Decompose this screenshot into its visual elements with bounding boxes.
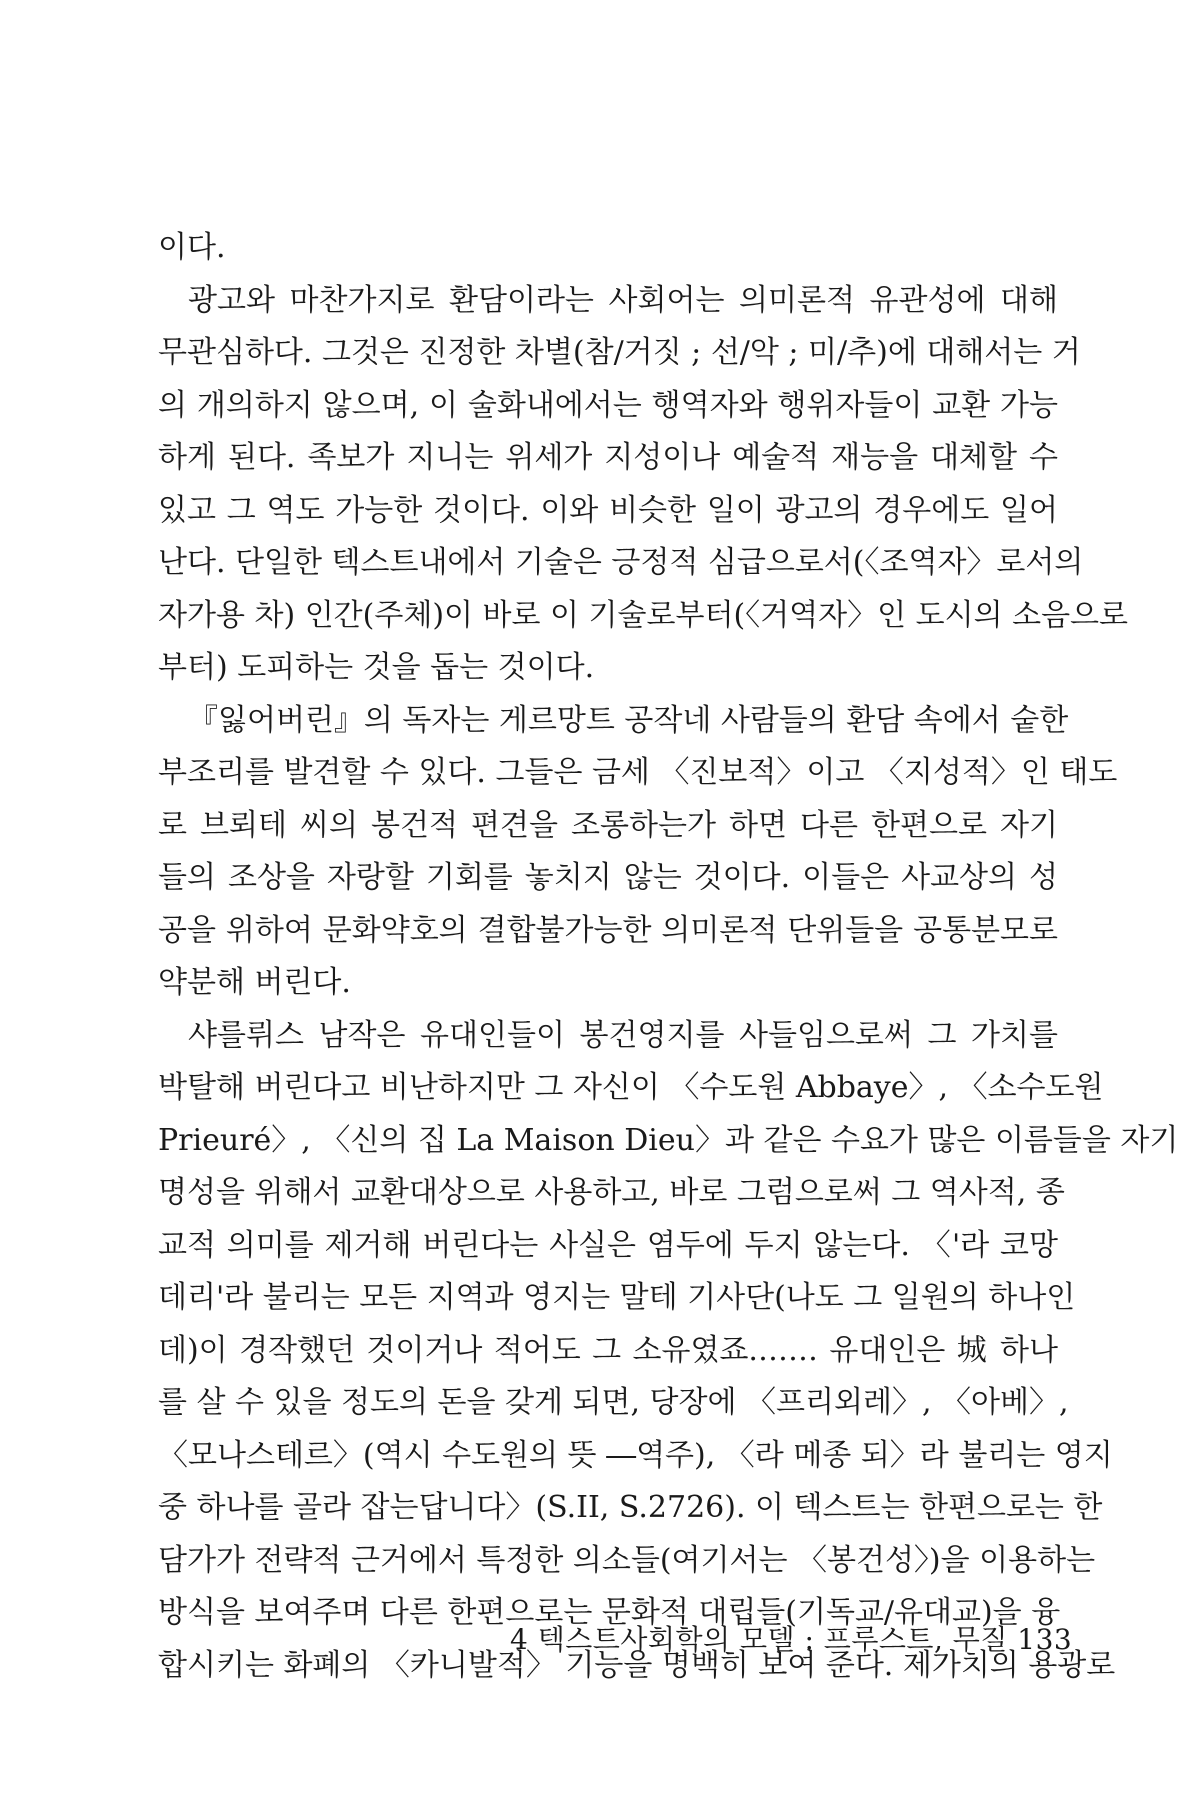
text-line: 박탈해 버린다고 비난하지만 그 자신이 〈수도원 Abbaye〉, 〈소수도원 (158, 1070, 1104, 1105)
text-line: 데리'라 불리는 모든 지역과 영지는 말테 기사단(나도 그 일원의 하나인 (158, 1280, 1076, 1315)
text-line: 『잃어버린』의 독자는 게르망트 공작네 사람들의 환담 속에서 숱한 (188, 702, 1069, 738)
text-line: 의 개의하지 않으며, 이 술화내에서는 행역자와 행위자들이 교환 가능 (158, 387, 1058, 423)
text-line: 약분해 버린다. (158, 965, 351, 1000)
text-line: 중 하나를 골라 잡는답니다〉(S.II, S.2726). 이 텍스트는 한편으로는 한 (158, 1490, 1103, 1525)
text-line: 난다. 단일한 텍스트내에서 기술은 긍정적 심급으로서(〈조역자〉로서의 (158, 545, 1084, 580)
text-line: 광고와 마찬가지로 환담이라는 사회어는 의미론적 유관성에 대해 (188, 282, 1058, 318)
text-line: 샤를뤼스 남작은 유대인들이 봉건영지를 사들임으로써 그 가치를 (188, 1017, 1058, 1053)
text-line: 무관심하다. 그것은 진정한 차별(참/거짓 ; 선/악 ; 미/추)에 대해서는 거 (158, 335, 1081, 370)
text-line: 방식을 보여주며 다른 한편으로는 문화적 대립들(기독교/유대교)을 융 (158, 1595, 1061, 1630)
text-line: 자가용 차) 인간(주체)이 바로 이 기술로부터(〈거역자〉인 도시의 소음으로 (158, 597, 1129, 633)
text-line: 부터) 도피하는 것을 돕는 것이다. (158, 650, 595, 685)
text-line: 하게 된다. 족보가 지니는 위세가 지성이나 예술적 재능을 대체할 수 (158, 440, 1058, 475)
text-line: 있고 그 역도 가능한 것이다. 이와 비슷한 일이 광고의 경우에도 일어 (158, 492, 1058, 528)
page-footer (0, 1620, 1200, 1660)
text-line: 이다. (158, 230, 226, 265)
text-line: 들의 조상을 자랑할 기회를 놓치지 않는 것이다. 이들은 사교상의 성 (158, 860, 1058, 895)
text-line: 를 살 수 있을 정도의 돈을 갖게 되면, 당장에 〈프리외레〉, 〈아베〉, (158, 1385, 1069, 1420)
text-line: 〈모나스테르〉(역시 수도원의 뜻 ―역주), 〈라 메종 되〉라 불리는 영지 (158, 1437, 1113, 1473)
text-line: 담가가 전략적 근거에서 특정한 의소들(여기서는 〈봉건성〉)을 이용하는 (158, 1542, 1096, 1578)
text-line: Prieuré〉, 〈신의 집 La Maison Dieu〉과 같은 수요가 많은 이름들을 자기 (158, 1122, 1179, 1158)
text-line: 부조리를 발견할 수 있다. 그들은 금세 〈진보적〉이고 〈지성적〉인 태도 (158, 755, 1118, 790)
text-line: 교적 의미를 제거해 버린다는 사실은 염두에 두지 않는다. 〈'라 코망 (158, 1227, 1058, 1263)
text-line: 로 브뢰테 씨의 봉건적 편견을 조롱하는가 하면 다른 한편으로 자기 (158, 807, 1058, 843)
page-body (158, 222, 1179, 1692)
text-line: 명성을 위해서 교환대상으로 사용하고, 바로 그럼으로써 그 역사적, 종 (158, 1175, 1065, 1210)
text-line: 공을 위하여 문화약호의 결합불가능한 의미론적 단위들을 공통분모로 (158, 912, 1058, 948)
text-line: 합시키는 화폐의 〈카니발적〉 기능을 명백히 보여 준다. 제가치의 용광로 (158, 1647, 1116, 1683)
text-line: 데)이 경작했던 것이거나 적어도 그 소유였죠.…… 유대인은 城 하나 (158, 1332, 1058, 1368)
running-head-with-page-number: 4 텍스트사회학의 모델 : 프루스트, 무질 133 (510, 1623, 1073, 1656)
